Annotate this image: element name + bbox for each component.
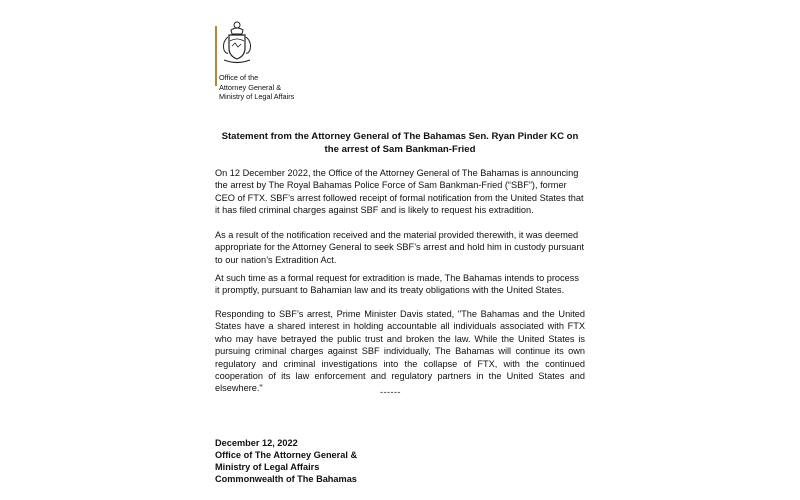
signoff-line-3: Commonwealth of The Bahamas [215,474,357,484]
signoff-line-1: Office of The Attorney General & [215,450,358,460]
signoff-date: December 12, 2022 [215,438,298,448]
statement-title: Statement from the Attorney General of The Bahamas Sen. Ryan Pinder KC on the arrest of Sam Bankman-Fried [221,131,579,155]
bahamas-coat-of-arms-icon [220,20,254,66]
paragraph-prime-minister-statement: Responding to SBF’s arrest, Prime Minister Davis stated, "The Bahamas and the United States have a shared interest in holding accountable all individuals associated with FTX who may have betrayed the public trust and broken the law. While the United States is pursuing criminal charges against SBF individually, The Bahamas will continue its own regulatory and criminal investigations into the collapse of FTX, with the continued cooperation of its law enforcement and regulatory partners in the United States and elsewhere." [215,309,585,394]
paragraph-arrest-announcement: On 12 December 2022, the Office of the Attorney General of The Bahamas is announcing the arrest by The Royal Bahamas Police Force of Sam Bankman-Fried (“SBF”), former CEO of FTX. SBF’s arrest followed receipt of formal notification from the United States that it has filed criminal charges against SBF and is likely to request his extradition. [215,168,584,216]
office-line-1: Office of the [219,73,259,82]
paragraph-notification: As a result of the notification received and the material provided therewith, it was deemed appropriate for the Attorney General to seek SBF’s arrest and hold him in custody pursuant to our nation’s Extradition Act. [215,230,585,265]
letterhead-accent-bar [215,26,217,86]
signoff-block [215,437,357,485]
office-name [219,73,294,102]
signoff-line-2: Ministry of Legal Affairs [215,462,320,472]
office-line-3: Ministry of Legal Affairs [219,92,295,101]
separator: ------ [380,387,401,397]
office-line-2: Attorney General & [219,82,282,92]
paragraph-extradition-request: At such time as a formal request for extradition is made, The Bahamas intends to process it promptly, pursuant to Bahamian law and its treaty obligations with the United States. [215,273,579,296]
